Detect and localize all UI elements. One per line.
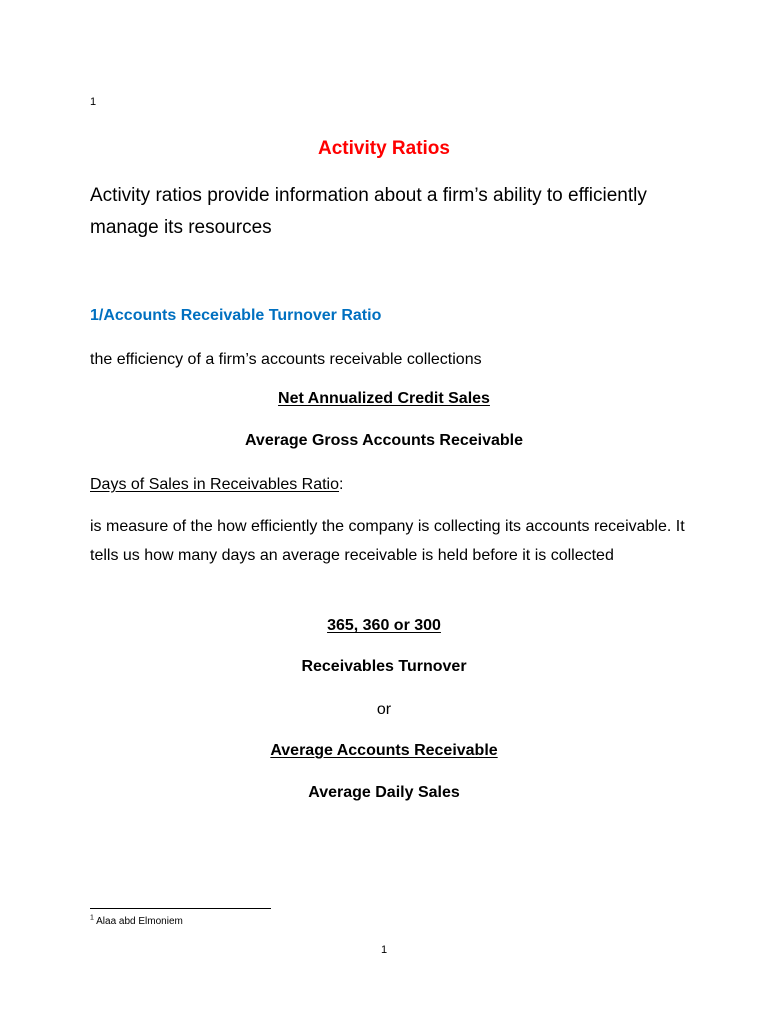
days-ratio-colon: :	[339, 476, 344, 493]
days-ratio-label: Days of Sales in Receivables Ratio	[90, 476, 340, 493]
footnote-reference-marker: 1	[90, 96, 97, 108]
intro-paragraph: Activity ratios provide information about a firm’s ability to efficiently manage its resources	[90, 185, 647, 238]
footnote-marker: 1	[90, 914, 94, 922]
formula-3-numerator: Average Accounts Receivable	[270, 742, 498, 759]
page-title: Activity Ratios	[318, 138, 450, 159]
formula-2-numerator: 365, 360 or 300	[327, 617, 441, 634]
section-heading: 1/Accounts Receivable Turnover Ratio	[90, 307, 382, 324]
days-ratio-label-line	[90, 470, 690, 499]
formula-1-denominator: Average Gross Accounts Receivable	[244, 432, 524, 449]
section-description: the efficiency of a firm’s accounts receivable collections	[90, 351, 482, 368]
formula-3-denominator: Average Daily Sales	[308, 784, 460, 801]
days-ratio-description: is measure of the how efficiently the company is collecting its accounts receivable. It tells us how many days an average receivable is held before it is collected	[90, 518, 685, 564]
page-number: 1	[380, 944, 388, 956]
footnote	[90, 916, 183, 927]
footnote-text: Alaa abd Elmoniem	[93, 916, 183, 927]
formula-2-denominator: Receivables Turnover	[301, 658, 467, 675]
formula-1-numerator: Net Annualized Credit Sales	[278, 390, 490, 407]
or-connector: or	[376, 701, 392, 718]
footnote-separator	[90, 908, 271, 909]
